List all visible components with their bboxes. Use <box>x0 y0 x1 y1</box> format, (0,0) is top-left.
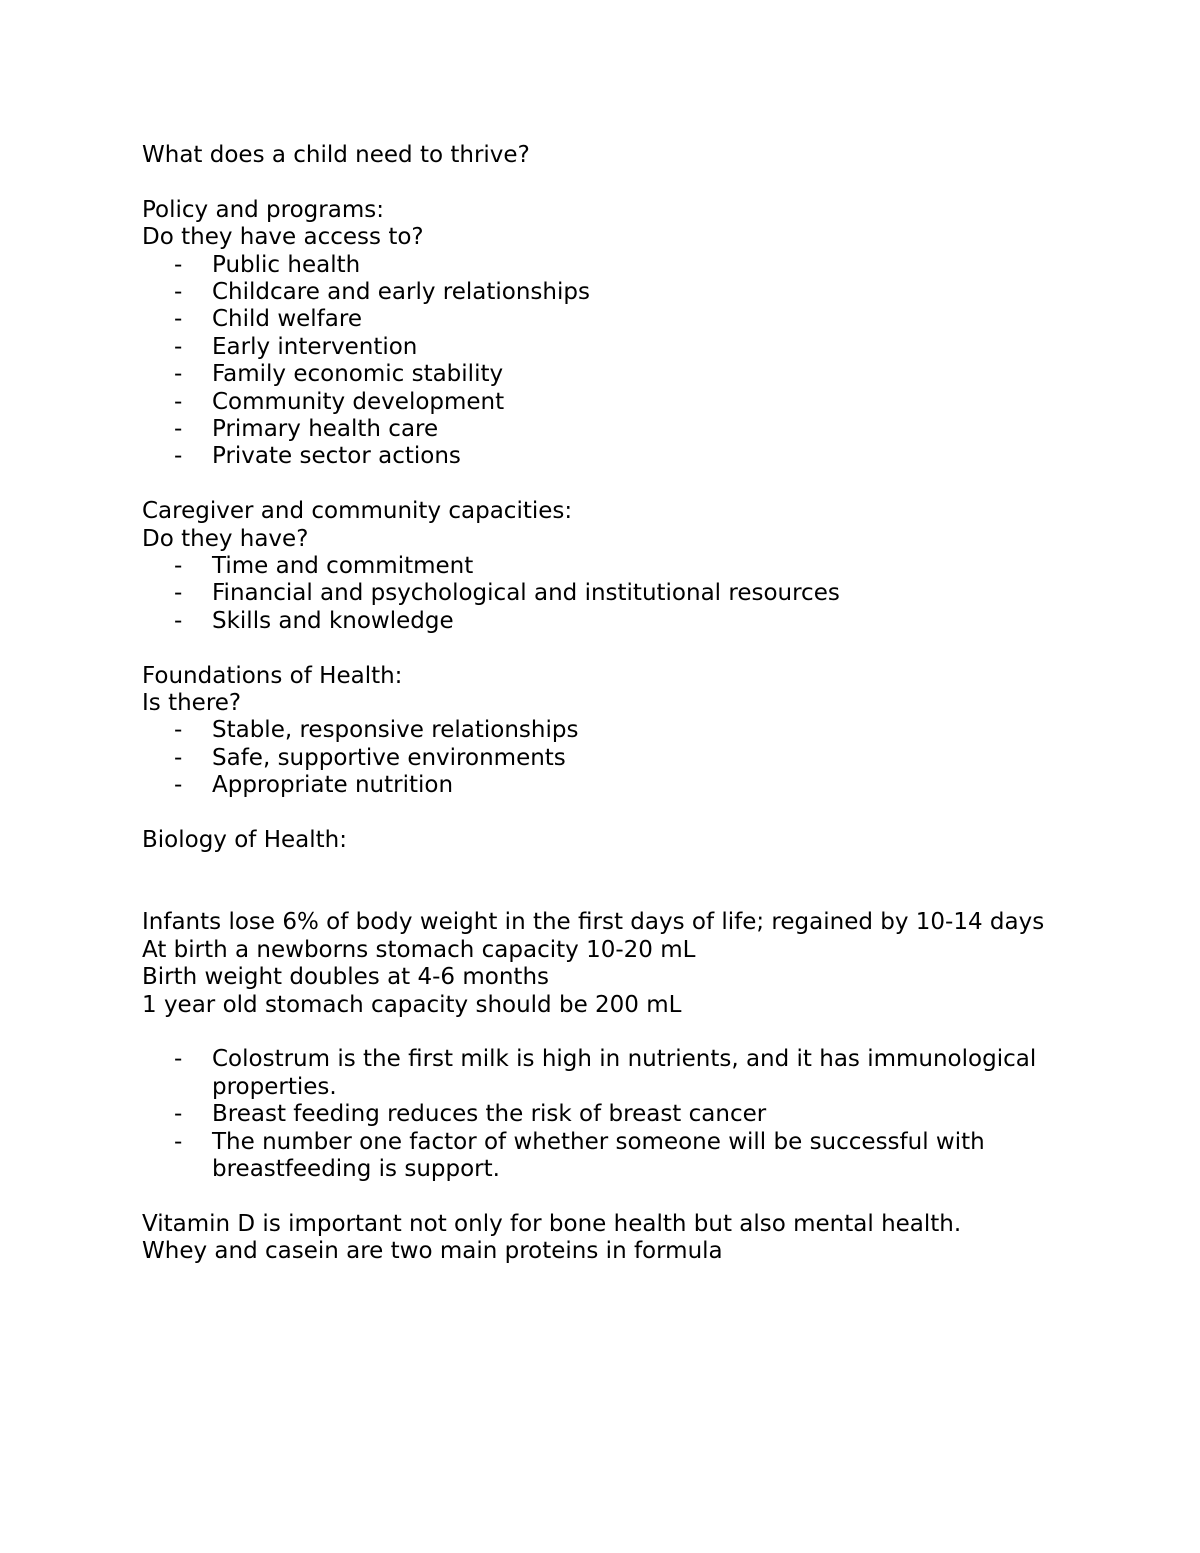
list-item <box>142 553 1072 580</box>
policy-question: Do they have access to? <box>142 224 424 251</box>
caregiver-question: Do they have? <box>142 525 309 552</box>
dash-bullet: - <box>174 279 183 306</box>
dash-bullet: - <box>174 772 183 799</box>
spacer <box>142 800 1072 827</box>
dash-bullet: - <box>174 306 183 333</box>
list-item-text: Breast feeding reduces the risk of breast cancer <box>212 1101 767 1128</box>
list-item-text: Colostrum is the first milk is high in nutrients, and it has immunological properties. <box>212 1046 1037 1100</box>
list-item <box>142 717 1072 744</box>
list-item <box>142 334 1072 361</box>
list-item-text: Appropriate nutrition <box>212 772 454 799</box>
fact-line: 1 year old stomach capacity should be 200 mL <box>142 991 682 1018</box>
list-item <box>142 608 1072 635</box>
document-title: What does a child need to thrive? <box>142 142 530 168</box>
list-item <box>142 580 1072 607</box>
foundations-heading: Foundations of Health: <box>142 662 403 689</box>
list-item-text: Financial and psychological and institutional resources <box>212 580 840 607</box>
list-item-text: Childcare and early relationships <box>212 279 590 306</box>
spacer <box>142 169 1072 196</box>
list-item-text: Skills and knowledge <box>212 607 454 634</box>
list-item <box>142 361 1072 388</box>
document-page <box>142 142 1072 1266</box>
closing-line: Vitamin D is important not only for bone health but also mental health. <box>142 1210 962 1237</box>
spacer <box>142 471 1072 498</box>
list-item <box>142 1046 1072 1101</box>
spacer <box>142 1183 1072 1210</box>
list-item <box>142 443 1072 470</box>
dash-bullet: - <box>174 388 183 415</box>
fact-line: Birth weight doubles at 4-6 months <box>142 964 550 991</box>
caregiver-list <box>142 553 1072 635</box>
dash-bullet: - <box>174 333 183 360</box>
list-item-text: Child welfare <box>212 306 362 333</box>
policy-list <box>142 252 1072 471</box>
spacer <box>142 855 1072 910</box>
foundations-question: Is there? <box>142 690 242 717</box>
spacer <box>142 635 1072 662</box>
list-item <box>142 252 1072 279</box>
list-item <box>142 1129 1072 1184</box>
dash-bullet: - <box>174 744 183 771</box>
list-item <box>142 772 1072 799</box>
list-item <box>142 279 1072 306</box>
dash-bullet: - <box>174 1046 183 1073</box>
dash-bullet: - <box>174 416 183 443</box>
dash-bullet: - <box>174 607 183 634</box>
spacer <box>142 1019 1072 1046</box>
list-item-text: Primary health care <box>212 416 439 443</box>
dash-bullet: - <box>174 1101 183 1128</box>
list-item-text: Stable, responsive relationships <box>212 717 579 744</box>
caregiver-heading: Caregiver and community capacities: <box>142 498 573 525</box>
dash-bullet: - <box>174 717 183 744</box>
dash-bullet: - <box>174 361 183 388</box>
foundations-list <box>142 717 1072 799</box>
list-item-text: The number one factor of whether someone will be successful with breastfeeding is support. <box>212 1128 985 1182</box>
dash-bullet: - <box>174 251 183 278</box>
dash-bullet: - <box>174 553 183 580</box>
list-item-text: Safe, supportive environments <box>212 744 566 771</box>
fact-line: At birth a newborns stomach capacity 10-20 mL <box>142 936 696 963</box>
list-item <box>142 306 1072 333</box>
closing-line: Whey and casein are two main proteins in formula <box>142 1238 723 1265</box>
list-item-text: Public health <box>212 251 361 278</box>
dash-bullet: - <box>174 443 183 470</box>
dash-bullet: - <box>174 580 183 607</box>
list-item-text: Community development <box>212 388 505 415</box>
list-item <box>142 389 1072 416</box>
dash-bullet: - <box>174 1128 183 1155</box>
fact-line: Infants lose 6% of body weight in the first days of life; regained by 10-14 days <box>142 909 1045 936</box>
list-item-text: Time and commitment <box>212 553 474 580</box>
list-item-text: Early intervention <box>212 333 418 360</box>
list-item-text: Private sector actions <box>212 443 461 470</box>
policy-heading: Policy and programs: <box>142 196 384 223</box>
list-item <box>142 416 1072 443</box>
biology-heading: Biology of Health: <box>142 827 347 854</box>
list-item <box>142 1101 1072 1128</box>
list-item-text: Family economic stability <box>212 361 504 388</box>
list-item <box>142 745 1072 772</box>
feeding-list <box>142 1046 1072 1183</box>
